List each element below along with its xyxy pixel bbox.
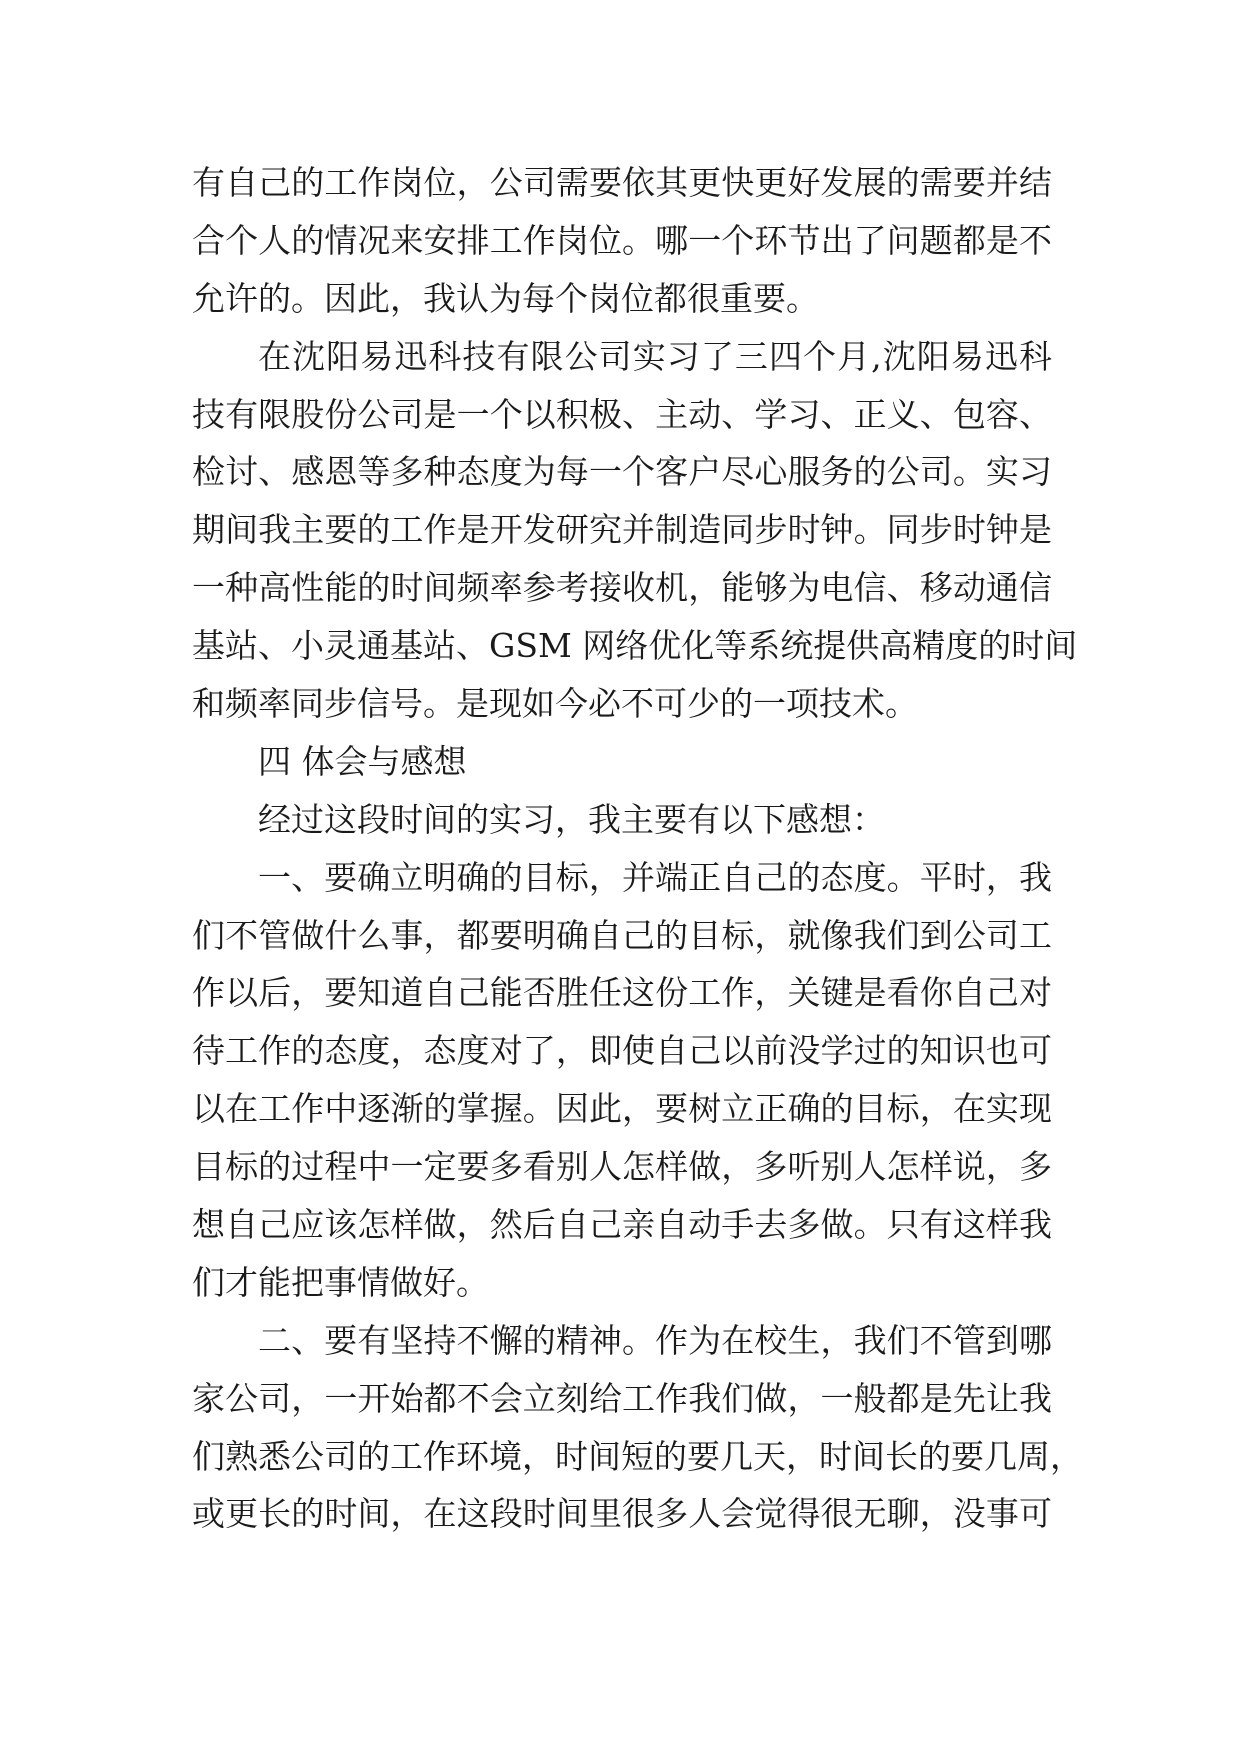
text-line: 们才能把事情做好。	[192, 1262, 489, 1302]
text-line: 或更长的时间，在这段时间里很多人会觉得很无聊，没事可	[192, 1494, 1052, 1534]
paragraph-first-line: 一、要确立明确的目标，并端正自己的态度。平时，我	[258, 857, 1052, 897]
text-line: 检讨、感恩等多种态度为每一个客户尽心服务的公司。实习	[192, 452, 1052, 492]
text-line: 待工作的态度，态度对了，即使自己以前没学过的知识也可	[192, 1031, 1052, 1071]
paragraph-first-line: 经过这段时间的实习，我主要有以下感想：	[258, 799, 885, 839]
paragraph-first-line: 二、要有坚持不懈的精神。作为在校生，我们不管到哪	[258, 1320, 1052, 1360]
text-line: 有自己的工作岗位，公司需要依其更快更好发展的需要并结	[192, 163, 1052, 202]
text-line: 作以后，要知道自己能否胜任这份工作，关键是看你自己对	[192, 973, 1052, 1013]
text-line: 们熟悉公司的工作环境，时间短的要几天，时间长的要几周，	[192, 1436, 1083, 1476]
text-line: 和频率同步信号。是现如今必不可少的一项技术。	[192, 684, 918, 724]
text-line: 技有限股份公司是一个以积极、主动、学习、正义、包容、	[192, 394, 1052, 434]
text-line: 允许的。因此，我认为每个岗位都很重要。	[192, 278, 819, 318]
text-line: 目标的过程中一定要多看别人怎样做，多听别人怎样说，多	[192, 1147, 1052, 1187]
text-line: 合个人的情况来安排工作岗位。哪一个环节出了问题都是不	[192, 220, 1052, 260]
text-line: 想自己应该怎样做，然后自己亲自动手去多做。只有这样我	[192, 1205, 1052, 1245]
text-line: 一种高性能的时间频率参考接收机，能够为电信、移动通信	[192, 568, 1052, 608]
paragraph-first-line: 在沈阳易迅科技有限公司实习了三四个月,沈阳易迅科	[258, 336, 1052, 376]
section-heading: 四 体会与感想	[258, 741, 467, 781]
text-line: 家公司，一开始都不会立刻给工作我们做，一般都是先让我	[192, 1378, 1052, 1418]
text-line: 们不管做什么事，都要明确自己的目标，就像我们到公司工	[192, 915, 1052, 955]
text-line: 基站、小灵通基站、GSM 网络优化等系统提供高精度的时间	[192, 626, 1078, 666]
text-line: 期间我主要的工作是开发研究并制造同步时钟。同步时钟是	[192, 510, 1052, 550]
body-text	[192, 154, 1083, 1543]
text-line: 以在工作中逐渐的掌握。因此，要树立正确的目标，在实现	[192, 1089, 1052, 1129]
